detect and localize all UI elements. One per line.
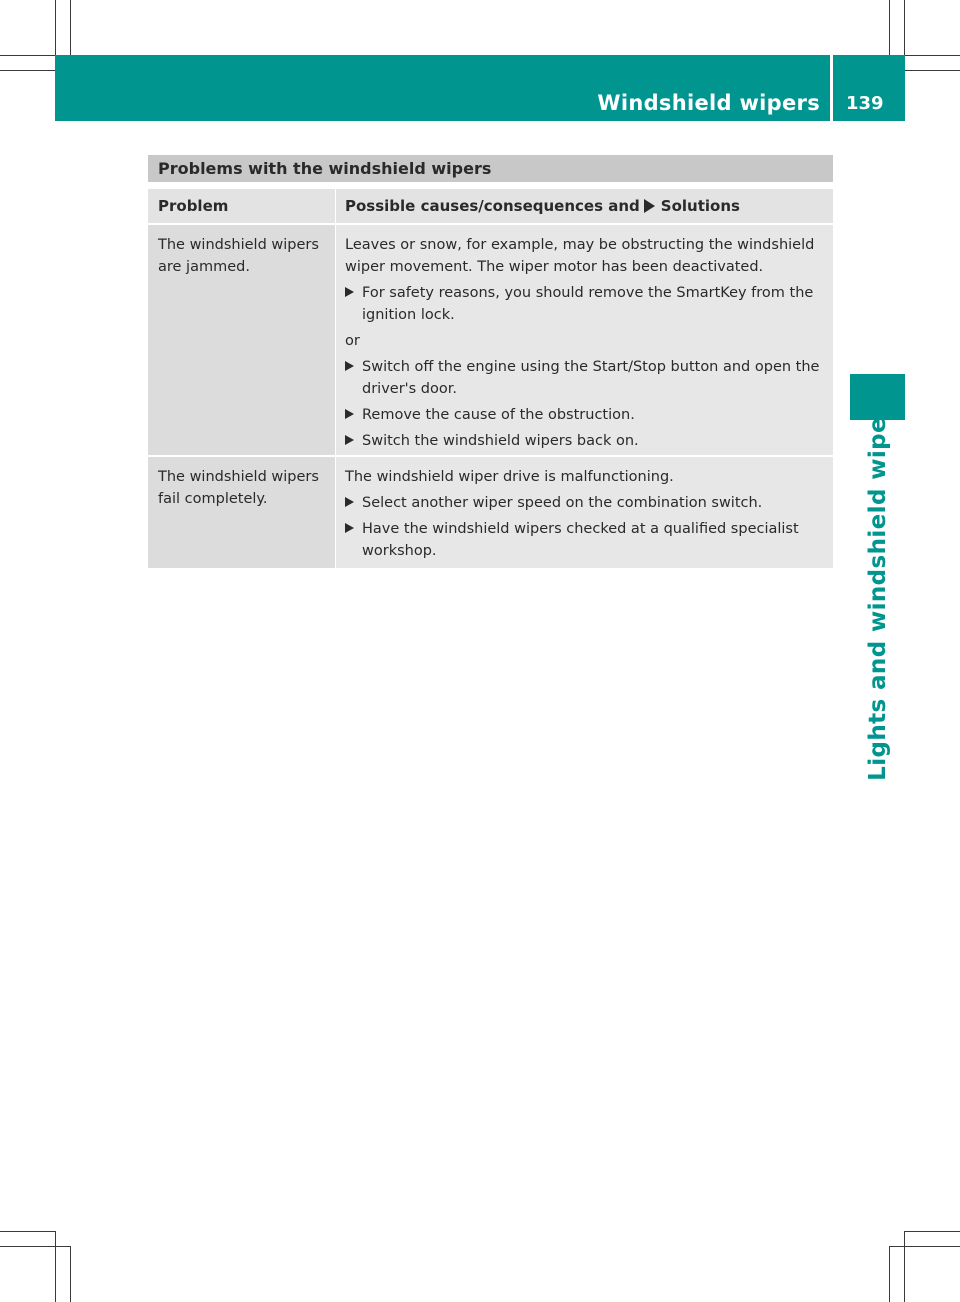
crop-mark [890,1246,960,1247]
action-arrow-icon [345,361,354,371]
problem-text: The windshield wipers are jammed. [158,237,319,275]
crop-mark [889,0,890,56]
step-marker [345,492,362,514]
table-row [148,225,833,455]
cause-text: The windshield wiper drive is malfunctioning. [345,469,674,485]
step-text: Select another wiper speed on the combination switch. [362,495,763,511]
problem-text: The windshield wipers fail completely. [158,469,319,507]
problems-table [148,155,833,568]
crop-mark [0,70,56,71]
solution-arrow-icon [644,199,655,213]
column-header-solutions-suffix: Solutions [660,197,740,215]
action-arrow-icon [345,523,354,533]
action-arrow-icon [345,435,354,445]
action-arrow-icon [345,409,354,419]
crop-mark [70,0,71,56]
column-header-solutions [335,189,833,223]
chapter-label: Lights and windshield wipers [865,391,891,781]
crop-mark [0,1246,70,1247]
solution-cell [335,457,833,568]
action-arrow-icon [345,497,354,507]
problem-cell [148,225,335,455]
step-marker [345,430,362,452]
list-item [345,282,827,326]
table-header-row [148,189,833,223]
column-header-problem: Problem [158,197,229,215]
table-title: Problems with the windshield wipers [148,155,833,182]
step-marker [345,282,362,326]
crop-mark [70,1246,71,1302]
page-number: 139 [846,93,884,114]
action-arrow-icon [345,287,354,297]
crop-mark [904,1231,960,1232]
crop-mark [904,1232,905,1302]
section-title: Windshield wipers [597,91,820,115]
header-divider [830,55,833,121]
list-item [345,430,827,452]
step-text: For safety reasons, you should remove the SmartKey from the ignition lock. [362,285,814,323]
list-item [345,492,827,514]
step-text: Switch the windshield wipers back on. [362,433,639,449]
step-text: Switch off the engine using the Start/Stop button and open the driver's door. [362,359,820,397]
crop-mark [889,1246,890,1302]
problem-cell [148,457,335,568]
list-item [345,404,827,426]
table-row [148,457,833,568]
step-marker [345,518,362,562]
step-marker [345,356,362,400]
crop-mark [0,1231,56,1232]
cause-text: Leaves or snow, for example, may be obstructing the windshield wiper movement. The wiper motor has been deactivated. [345,237,815,275]
list-item [345,356,827,400]
crop-mark [904,70,960,71]
solution-cell [335,225,833,455]
crop-mark [55,1232,56,1302]
column-header-solutions-prefix: Possible causes/consequences and [345,197,640,215]
list-item [345,518,827,562]
step-text: Remove the cause of the obstruction. [362,407,635,423]
or-text: or [345,333,360,349]
step-marker [345,404,362,426]
step-text: Have the windshield wipers checked at a qualified specialist workshop. [362,521,799,559]
